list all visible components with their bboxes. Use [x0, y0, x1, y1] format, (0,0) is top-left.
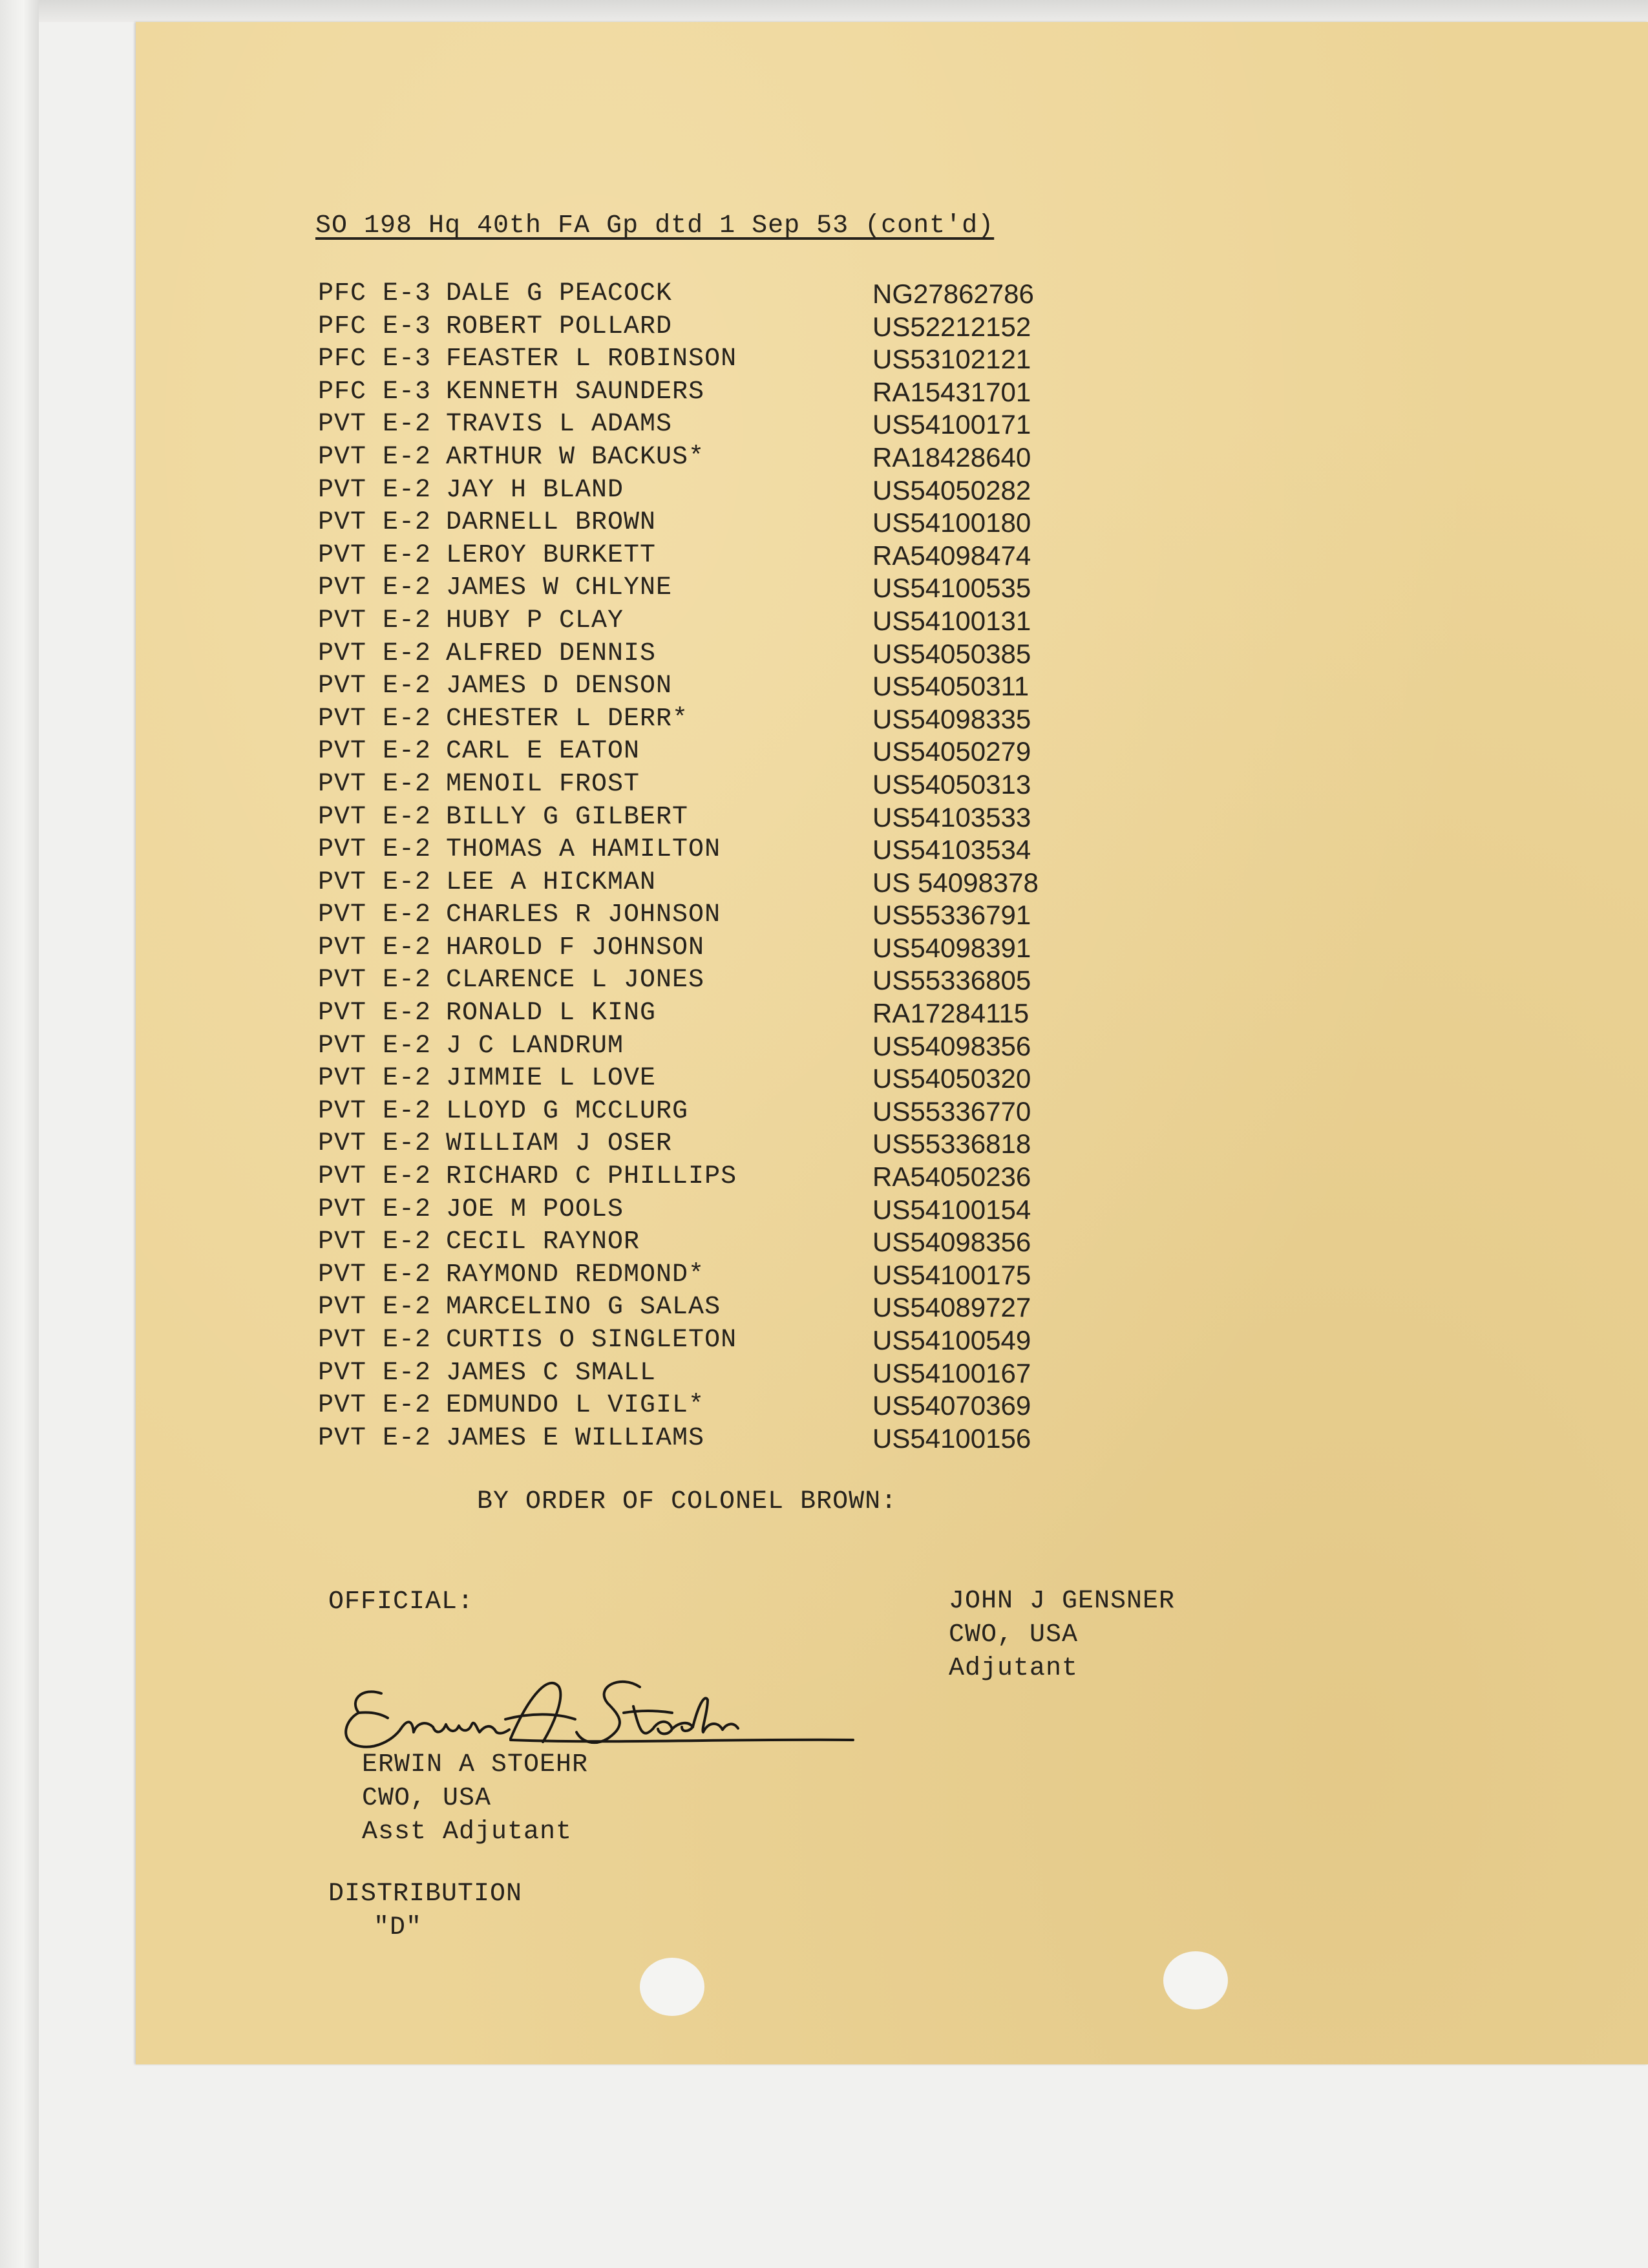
roster-rank: PVT E-2 [318, 1227, 432, 1257]
roster-rank: PVT E-2 [318, 1129, 432, 1159]
roster-service-number: US54100167 [872, 1357, 1031, 1388]
roster-service-number: US54098391 [872, 932, 1031, 963]
roster-name: CURTIS O SINGLETON [446, 1326, 737, 1355]
roster-rank: PVT E-2 [318, 737, 432, 767]
roster-service-number: US 54098378 [872, 867, 1039, 898]
roster-service-number: US54070369 [872, 1390, 1031, 1421]
roster-rank: PVT E-2 [318, 1293, 432, 1322]
asst-adjutant-name: ERWIN A STOEHR [362, 1750, 589, 1779]
roster-rank: PVT E-2 [318, 508, 432, 538]
asst-adjutant-rank: CWO, USA [362, 1784, 492, 1813]
roster-service-number: US54050320 [872, 1063, 1031, 1094]
distribution-value: "D" [374, 1913, 423, 1942]
roster-name: CLARENCE L JONES [446, 966, 705, 995]
roster-service-number: US54100549 [872, 1325, 1031, 1355]
roster-service-number: US54103533 [872, 801, 1031, 832]
roster-name: CECIL RAYNOR [446, 1227, 640, 1257]
roster-service-number: US54098335 [872, 703, 1031, 734]
roster-rank: PFC E-3 [318, 377, 432, 407]
roster-service-number: US52212152 [872, 311, 1031, 342]
roster-service-number: US54100171 [872, 409, 1031, 440]
roster-name: JAMES D DENSON [446, 672, 673, 701]
roster-rank: PVT E-2 [318, 835, 432, 865]
asst-adjutant-title: Asst Adjutant [362, 1818, 573, 1847]
roster-rank: PVT E-2 [318, 1162, 432, 1192]
roster-rank: PVT E-2 [318, 867, 432, 897]
roster-service-number: US54100175 [872, 1259, 1031, 1290]
roster-name: ROBERT POLLARD [446, 312, 673, 341]
roster-service-number: US54050279 [872, 736, 1031, 767]
roster-rank: PVT E-2 [318, 1391, 432, 1421]
roster-name: ALFRED DENNIS [446, 639, 657, 668]
roster-service-number: US54098356 [872, 1227, 1031, 1258]
roster-service-number: RA18428640 [872, 441, 1031, 472]
roster-service-number: US54100535 [872, 573, 1031, 604]
roster-rank: PVT E-2 [318, 933, 432, 962]
roster-name: EDMUNDO L VIGIL* [446, 1391, 705, 1421]
adjutant-signature-block [949, 1585, 1175, 1686]
roster-service-number: US54100131 [872, 605, 1031, 636]
roster-service-number: RA15431701 [872, 376, 1031, 407]
order-line: BY ORDER OF COLONEL BROWN: [477, 1487, 898, 1516]
roster-name: RAYMOND REDMOND* [446, 1260, 705, 1289]
roster-rank: PVT E-2 [318, 966, 432, 995]
roster-name: CHARLES R JOHNSON [446, 900, 721, 930]
roster-rank: PVT E-2 [318, 1194, 432, 1224]
roster-rank: PFC E-3 [318, 279, 432, 308]
adjutant-title: Adjutant [949, 1654, 1079, 1683]
roster-service-number: US55336818 [872, 1129, 1031, 1160]
roster-service-number: RA54050236 [872, 1161, 1031, 1192]
roster-rank: PVT E-2 [318, 1031, 432, 1061]
roster-name: FEASTER L ROBINSON [446, 344, 737, 374]
roster-rank: PVT E-2 [318, 704, 432, 734]
roster-name: HAROLD F JOHNSON [446, 933, 705, 962]
roster-rank: PVT E-2 [318, 606, 432, 635]
roster-service-number: US54089727 [872, 1292, 1031, 1323]
roster-name: KENNETH SAUNDERS [446, 377, 705, 407]
roster-name: LEROY BURKETT [446, 540, 657, 570]
asst-adjutant-signature-block [362, 1748, 588, 1849]
roster-service-number: US54103534 [872, 834, 1031, 865]
roster-name: CARL E EATON [446, 737, 640, 767]
roster-name: JOE M POOLS [446, 1194, 624, 1224]
roster-name: MENOIL FROST [446, 769, 640, 799]
roster-name: TRAVIS L ADAMS [446, 410, 673, 440]
roster-rank: PFC E-3 [318, 312, 432, 341]
distribution-block [328, 1878, 522, 1945]
roster-service-number: US54050313 [872, 768, 1031, 800]
distribution-label: DISTRIBUTION [328, 1880, 523, 1909]
roster-service-number: RA54098474 [872, 540, 1031, 571]
roster-service-number: RA17284115 [872, 998, 1030, 1029]
roster-service-number: US54050311 [872, 671, 1030, 702]
roster-name: DARNELL BROWN [446, 508, 657, 538]
roster-rank: PVT E-2 [318, 1096, 432, 1126]
official-label: OFFICIAL: [328, 1587, 474, 1616]
roster-rank: PVT E-2 [318, 573, 432, 603]
roster-name: CHESTER L DERR* [446, 704, 689, 734]
roster-service-number: US54100156 [872, 1423, 1031, 1454]
roster-service-number: US54050282 [872, 474, 1031, 505]
roster-rank: PVT E-2 [318, 672, 432, 701]
roster-name: RICHARD C PHILLIPS [446, 1162, 737, 1192]
roster-rank: PFC E-3 [318, 344, 432, 374]
roster-service-number: US55336770 [872, 1096, 1031, 1127]
roster-name: JAMES W CHLYNE [446, 573, 673, 603]
roster-service-number: NG27862786 [872, 279, 1034, 309]
adjutant-name: JOHN J GENSNER [949, 1587, 1176, 1616]
roster-service-number: US54098356 [872, 1030, 1031, 1061]
roster-rank: PVT E-2 [318, 410, 432, 440]
adjutant-rank: CWO, USA [949, 1620, 1079, 1649]
roster-name: JAMES C SMALL [446, 1358, 657, 1388]
roster-name: ARTHUR W BACKUS* [446, 442, 705, 472]
roster-name: J C LANDRUM [446, 1031, 624, 1061]
roster-service-number: US55336791 [872, 900, 1031, 931]
roster-rank: PVT E-2 [318, 1358, 432, 1388]
roster-service-number: US54050385 [872, 638, 1031, 669]
roster-name: LEE A HICKMAN [446, 867, 657, 897]
roster-name: RONALD L KING [446, 999, 657, 1028]
document-header: SO 198 Hq 40th FA Gp dtd 1 Sep 53 (cont'd) [315, 211, 995, 240]
roster-rank: PVT E-2 [318, 802, 432, 832]
roster-rank: PVT E-2 [318, 475, 432, 505]
roster-name: JIMMIE L LOVE [446, 1064, 657, 1094]
roster-service-number: US54100154 [872, 1194, 1031, 1225]
roster-name: JAY H BLAND [446, 475, 624, 505]
roster-name: LLOYD G MCCLURG [446, 1096, 689, 1126]
roster-rank: PVT E-2 [318, 999, 432, 1028]
roster-rank: PVT E-2 [318, 769, 432, 799]
roster-name: WILLIAM J OSER [446, 1129, 673, 1159]
roster-rank: PVT E-2 [318, 442, 432, 472]
roster-name: THOMAS A HAMILTON [446, 835, 721, 865]
roster-service-number: US54100180 [872, 507, 1031, 538]
roster-name: BILLY G GILBERT [446, 802, 689, 832]
roster-rank: PVT E-2 [318, 900, 432, 930]
roster-service-number: US55336805 [872, 965, 1031, 996]
roster-service-number: US53102121 [872, 344, 1031, 375]
roster-name: HUBY P CLAY [446, 606, 624, 635]
roster-rank: PVT E-2 [318, 1423, 432, 1453]
roster-rank: PVT E-2 [318, 540, 432, 570]
roster-name: DALE G PEACOCK [446, 279, 673, 308]
roster-name: MARCELINO G SALAS [446, 1293, 721, 1322]
roster-rank: PVT E-2 [318, 1064, 432, 1094]
roster-name: JAMES E WILLIAMS [446, 1423, 705, 1453]
roster-rank: PVT E-2 [318, 1260, 432, 1289]
roster-rank: PVT E-2 [318, 1326, 432, 1355]
roster-rank: PVT E-2 [318, 639, 432, 668]
